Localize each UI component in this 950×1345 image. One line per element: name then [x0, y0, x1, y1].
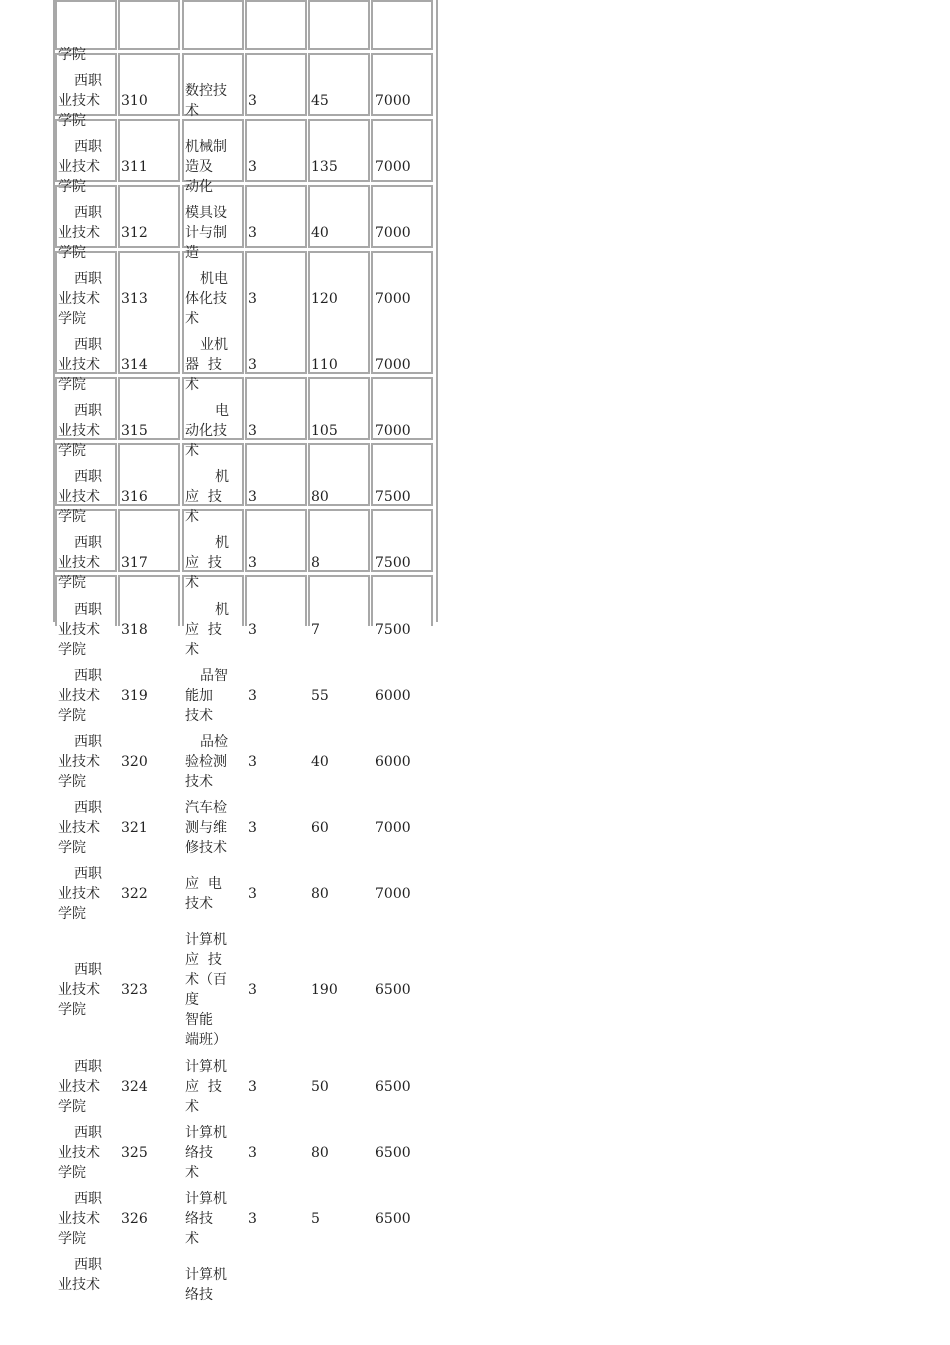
- major-text: 络技: [185, 1145, 213, 1161]
- code-text: 324: [121, 1079, 148, 1095]
- major-text: 技术: [185, 774, 213, 790]
- plan-text: 40: [311, 754, 329, 770]
- code-text: 313: [121, 291, 148, 307]
- fee-text: 7000: [375, 159, 411, 175]
- school-text: 业技术: [58, 622, 100, 638]
- school-text: 业技术: [58, 688, 100, 704]
- major-text: 汽车检: [185, 800, 227, 816]
- school-text: 学院: [58, 1165, 86, 1181]
- major-text: 造及: [185, 159, 213, 175]
- major-text: 术: [185, 311, 199, 327]
- code-text: 318: [121, 622, 148, 638]
- major-text: 应 技: [185, 489, 222, 505]
- years-text: 3: [248, 1211, 257, 1227]
- table-cell-border: [245, 0, 307, 50]
- code-text: 325: [121, 1145, 148, 1161]
- fee-text: 7000: [375, 820, 411, 836]
- school-text: 西职: [74, 469, 102, 485]
- major-text: 应 技: [185, 1079, 222, 1095]
- school-text: 学院: [58, 906, 86, 922]
- code-text: 326: [121, 1211, 148, 1227]
- major-text: 术: [185, 1165, 199, 1181]
- plan-text: 7: [311, 622, 320, 638]
- plan-text: 110: [311, 357, 338, 373]
- plan-text: 55: [311, 688, 329, 704]
- major-text: 术: [185, 575, 199, 591]
- code-text: 322: [121, 886, 148, 902]
- major-text: 品智: [200, 668, 228, 684]
- fee-text: 7500: [375, 622, 411, 638]
- school-text: 西职: [74, 800, 102, 816]
- table-cell-border: [118, 575, 180, 626]
- major-text: 业机: [200, 337, 228, 353]
- plan-text: 45: [311, 93, 329, 109]
- school-text: 西职: [74, 205, 102, 221]
- major-text: 机: [215, 602, 229, 618]
- years-text: 3: [248, 754, 257, 770]
- major-text: 计算机: [185, 1191, 227, 1207]
- school-text: 业技术: [58, 423, 100, 439]
- plan-text: 120: [311, 291, 338, 307]
- school-text: 业技术: [58, 93, 100, 109]
- fee-text: 7000: [375, 291, 411, 307]
- school-text: 学院: [58, 1231, 86, 1247]
- code-text: 323: [121, 982, 148, 998]
- plan-text: 80: [311, 1145, 329, 1161]
- plan-text: 8: [311, 555, 320, 571]
- school-text: 西职: [74, 1059, 102, 1075]
- school-text: 西职: [74, 535, 102, 551]
- fee-text: 7000: [375, 225, 411, 241]
- school-text: 学院: [58, 708, 86, 724]
- table-right-border: [436, 0, 438, 622]
- table-cell-border: [308, 0, 370, 50]
- school-text: 业技术: [58, 357, 100, 373]
- code-text: 312: [121, 225, 148, 241]
- plan-text: 105: [311, 423, 338, 439]
- school-text: 学院: [58, 575, 86, 591]
- major-text: 术: [185, 1099, 199, 1115]
- major-text: 机: [215, 535, 229, 551]
- school-text: 业技术: [58, 982, 100, 998]
- fee-text: 7500: [375, 489, 411, 505]
- major-text: 能加: [185, 688, 213, 704]
- school-text: 西职: [74, 73, 102, 89]
- code-text: 321: [121, 820, 148, 836]
- major-text: 修技术: [185, 840, 227, 856]
- major-text: 术: [185, 443, 199, 459]
- major-text: 机电: [200, 271, 228, 287]
- major-text: 计算机: [185, 1125, 227, 1141]
- major-text: 术: [185, 642, 199, 658]
- school-text: 西职: [74, 866, 102, 882]
- school-text: 西职: [74, 734, 102, 750]
- major-text: 术: [185, 377, 199, 393]
- fee-text: 6000: [375, 688, 411, 704]
- fee-text: 7500: [375, 555, 411, 571]
- school-text: 学院: [58, 311, 86, 327]
- years-text: 3: [248, 159, 257, 175]
- table-cell-border: [118, 0, 180, 50]
- fee-text: 6500: [375, 1079, 411, 1095]
- code-text: 316: [121, 489, 148, 505]
- years-text: 3: [248, 622, 257, 638]
- school-text: 业技术: [58, 1211, 100, 1227]
- school-text: 学院: [58, 377, 86, 393]
- major-text: 应 技: [185, 952, 222, 968]
- school-text: 学院: [58, 47, 86, 63]
- major-text: 术: [185, 509, 199, 525]
- school-text: 学院: [58, 642, 86, 658]
- table-cell-border: [371, 575, 433, 626]
- major-text: 品检: [200, 734, 228, 750]
- major-text: 模具设: [185, 205, 227, 221]
- code-text: 319: [121, 688, 148, 704]
- school-text: 业技术: [58, 1079, 100, 1095]
- major-text: 技术: [185, 896, 213, 912]
- years-text: 3: [248, 886, 257, 902]
- fee-text: 7000: [375, 886, 411, 902]
- school-text: 西职: [74, 1257, 102, 1273]
- fee-text: 6500: [375, 982, 411, 998]
- plan-text: 190: [311, 982, 338, 998]
- major-text: 应 技: [185, 622, 222, 638]
- major-text: 计与制: [185, 225, 227, 241]
- major-text: 造: [185, 245, 199, 261]
- school-text: 西职: [74, 962, 102, 978]
- major-text: 计算机: [185, 1267, 227, 1283]
- major-text: 数控技: [185, 83, 227, 99]
- major-text: 体化技: [185, 291, 227, 307]
- table-cell-border: [182, 0, 244, 50]
- major-text: 动化: [185, 179, 213, 195]
- major-text: 计算机: [185, 932, 227, 948]
- school-text: 西职: [74, 271, 102, 287]
- school-text: 业技术: [58, 1277, 100, 1293]
- school-text: 业技术: [58, 225, 100, 241]
- code-text: 320: [121, 754, 148, 770]
- school-text: 学院: [58, 840, 86, 856]
- school-text: 业技术: [58, 291, 100, 307]
- fee-text: 6500: [375, 1211, 411, 1227]
- school-text: 西职: [74, 139, 102, 155]
- table-cell-border: [371, 0, 433, 50]
- years-text: 3: [248, 423, 257, 439]
- code-text: 310: [121, 93, 148, 109]
- plan-text: 5: [311, 1211, 320, 1227]
- table-cell-border: [55, 0, 117, 50]
- school-text: 西职: [74, 403, 102, 419]
- code-text: 315: [121, 423, 148, 439]
- major-text: 动化技: [185, 423, 227, 439]
- major-text: 络技: [185, 1211, 213, 1227]
- years-text: 3: [248, 1145, 257, 1161]
- code-text: 317: [121, 555, 148, 571]
- years-text: 3: [248, 93, 257, 109]
- table-cell-border: [245, 575, 307, 626]
- plan-text: 135: [311, 159, 338, 175]
- major-text: 度: [185, 992, 199, 1008]
- fee-text: 7000: [375, 423, 411, 439]
- school-text: 业技术: [58, 159, 100, 175]
- years-text: 3: [248, 1079, 257, 1095]
- school-text: 学院: [58, 509, 86, 525]
- major-text: 术: [185, 1231, 199, 1247]
- school-text: 西职: [74, 602, 102, 618]
- major-text: 测与维: [185, 820, 227, 836]
- school-text: 业技术: [58, 1145, 100, 1161]
- fee-text: 6500: [375, 1145, 411, 1161]
- years-text: 3: [248, 688, 257, 704]
- major-text: 机: [215, 469, 229, 485]
- major-text: 器 技: [185, 357, 222, 373]
- years-text: 3: [248, 982, 257, 998]
- plan-text: 50: [311, 1079, 329, 1095]
- school-text: 西职: [74, 1191, 102, 1207]
- years-text: 3: [248, 555, 257, 571]
- school-text: 业技术: [58, 555, 100, 571]
- plan-text: 40: [311, 225, 329, 241]
- major-text: 应 电: [185, 876, 222, 892]
- years-text: 3: [248, 489, 257, 505]
- code-text: 311: [121, 159, 148, 175]
- plan-text: 80: [311, 489, 329, 505]
- fee-text: 6000: [375, 754, 411, 770]
- years-text: 3: [248, 225, 257, 241]
- school-text: 学院: [58, 443, 86, 459]
- school-text: 西职: [74, 337, 102, 353]
- school-text: 学院: [58, 774, 86, 790]
- years-text: 3: [248, 820, 257, 836]
- major-text: 验检测: [185, 754, 227, 770]
- plan-text: 60: [311, 820, 329, 836]
- school-text: 业技术: [58, 489, 100, 505]
- major-text: 技术: [185, 708, 213, 724]
- major-text: 计算机: [185, 1059, 227, 1075]
- fee-text: 7000: [375, 357, 411, 373]
- school-text: 学院: [58, 1002, 86, 1018]
- plan-text: 80: [311, 886, 329, 902]
- major-text: 智能: [185, 1012, 213, 1028]
- school-text: 西职: [74, 668, 102, 684]
- table-cell-border: [308, 575, 370, 626]
- years-text: 3: [248, 291, 257, 307]
- school-text: 学院: [58, 179, 86, 195]
- major-text: 术（百: [185, 972, 227, 988]
- school-text: 业技术: [58, 886, 100, 902]
- school-text: 西职: [74, 1125, 102, 1141]
- school-text: 业技术: [58, 820, 100, 836]
- major-text: 术: [185, 103, 199, 119]
- major-text: 机械制: [185, 139, 227, 155]
- school-text: 学院: [58, 1099, 86, 1115]
- major-text: 应 技: [185, 555, 222, 571]
- school-text: 业技术: [58, 754, 100, 770]
- major-text: 电: [215, 403, 229, 419]
- school-text: 学院: [58, 113, 86, 129]
- code-text: 314: [121, 357, 148, 373]
- major-text: 端班）: [185, 1032, 227, 1048]
- school-text: 学院: [58, 245, 86, 261]
- major-text: 络技: [185, 1287, 213, 1303]
- years-text: 3: [248, 357, 257, 373]
- fee-text: 7000: [375, 93, 411, 109]
